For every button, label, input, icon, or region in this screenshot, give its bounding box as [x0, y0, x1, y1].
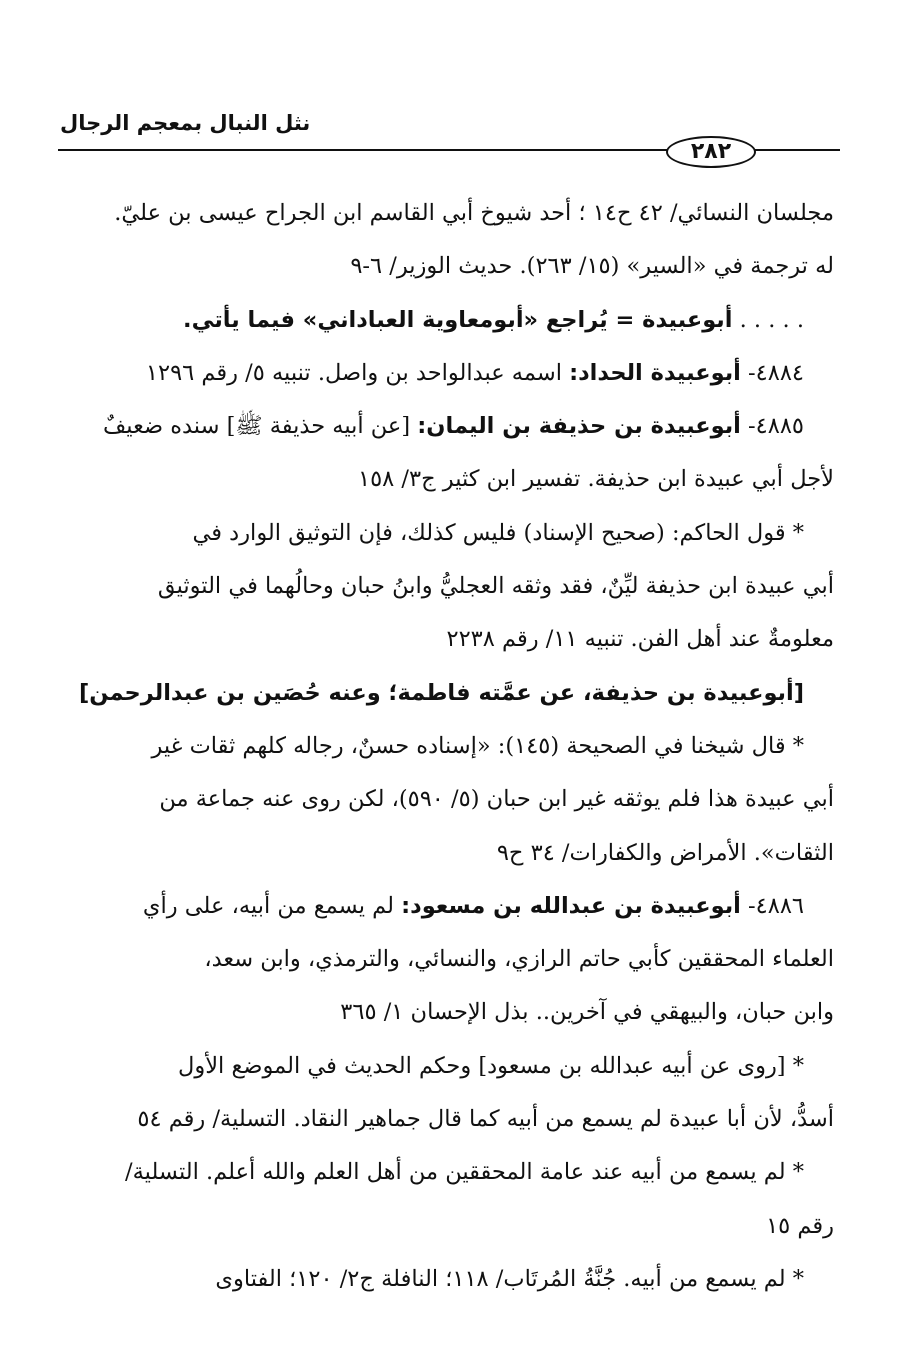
text-line: لأجل أبي عبيدة ابن حذيفة. تفسير ابن كثير ج٣/ ١٥٨ — [358, 466, 834, 493]
text-line: له ترجمة في «السير» (١٥/ ٢٦٣). حديث الوزير/ ٦-٩ — [350, 253, 834, 280]
text-line: أسدُّ، لأن أبا عبيدة لم يسمع من أبيه كما قال جماهير النقاد. التسلية/ رقم ٥٤ — [137, 1106, 834, 1133]
text-line: العلماء المحققين كأبي حاتم الرازي، والنسائي، والترمذي، وابن سعد، — [204, 946, 834, 973]
entry-4885: ٤٨٨٥- أبوعبيدة بن حذيفة بن اليمان: [عن أبيه حذيفة ﷺ] سنده ضعيفٌ — [103, 413, 804, 440]
text-line: رقم ١٥ — [766, 1212, 834, 1239]
text-line: وابن حبان، والبيهقي في آخرين.. بذل الإحسان ١/ ٣٦٥ — [340, 999, 834, 1026]
note-paragraph: * قول الحاكم: (صحيح الإسناد) فليس كذلك، فإن التوثيق الوارد في — [192, 519, 804, 546]
page-body — [66, 187, 834, 1306]
cross-reference-entry: . . . . . أبوعبيدة = يُراجع «أبومعاوية العباداني» فيما يأتي. — [183, 306, 804, 333]
text-line: معلومةٌ عند أهل الفن. تنبيه ١١/ رقم ٢٢٣٨ — [446, 626, 834, 653]
note-paragraph: * قال شيخنا في الصحيحة (١٤٥): «إسناده حسنٌ، رجاله كلهم ثقات غير — [151, 732, 804, 759]
text-line: الثقات». الأمراض والكفارات/ ٣٤ ح٩ — [496, 839, 834, 866]
subheading: [أبوعبيدة بن حذيفة، عن عمَّته فاطمة؛ وعنه حُصَين بن عبدالرحمن] — [78, 679, 804, 706]
text-line: أبي عبيدة ابن حذيفة ليِّنٌ، فقد وثقه العجليُّ وابنُ حبان وحالُهما في التوثيق — [157, 573, 834, 600]
text-line: أبي عبيدة هذا فلم يوثقه غير ابن حبان (٥/ ٥٩٠)، لكن روى عنه جماعة من — [159, 786, 834, 813]
page-number: ٢٨٢ — [666, 136, 756, 168]
note-paragraph: * [روى عن أبيه عبدالله بن مسعود] وحكم الحديث في الموضع الأول — [178, 1052, 804, 1079]
entry-4884: ٤٨٨٤- أبوعبيدة الحداد: اسمه عبدالواحد بن واصل. تنبيه ٥/ رقم ١٢٩٦ — [145, 359, 804, 386]
text-line: مجلسان النسائي/ ٤٢ ح١٤ ؛ أحد شيوخ أبي القاسم ابن الجراح عيسى بن عليّ. — [114, 200, 834, 226]
running-header-title: نثل النبال بمعجم الرجال — [60, 111, 311, 135]
entry-4886: ٤٨٨٦- أبوعبيدة بن عبدالله بن مسعود: لم يسمع من أبيه، على رأي — [142, 892, 804, 919]
note-paragraph: * لم يسمع من أبيه عند عامة المحققين من أهل العلم والله أعلم. التسلية/ — [125, 1159, 804, 1186]
note-paragraph: * لم يسمع من أبيه. جُنَّةُ المُرتَاب/ ١١٨؛ النافلة ج٢/ ١٢٠؛ الفتاوى — [215, 1265, 804, 1292]
